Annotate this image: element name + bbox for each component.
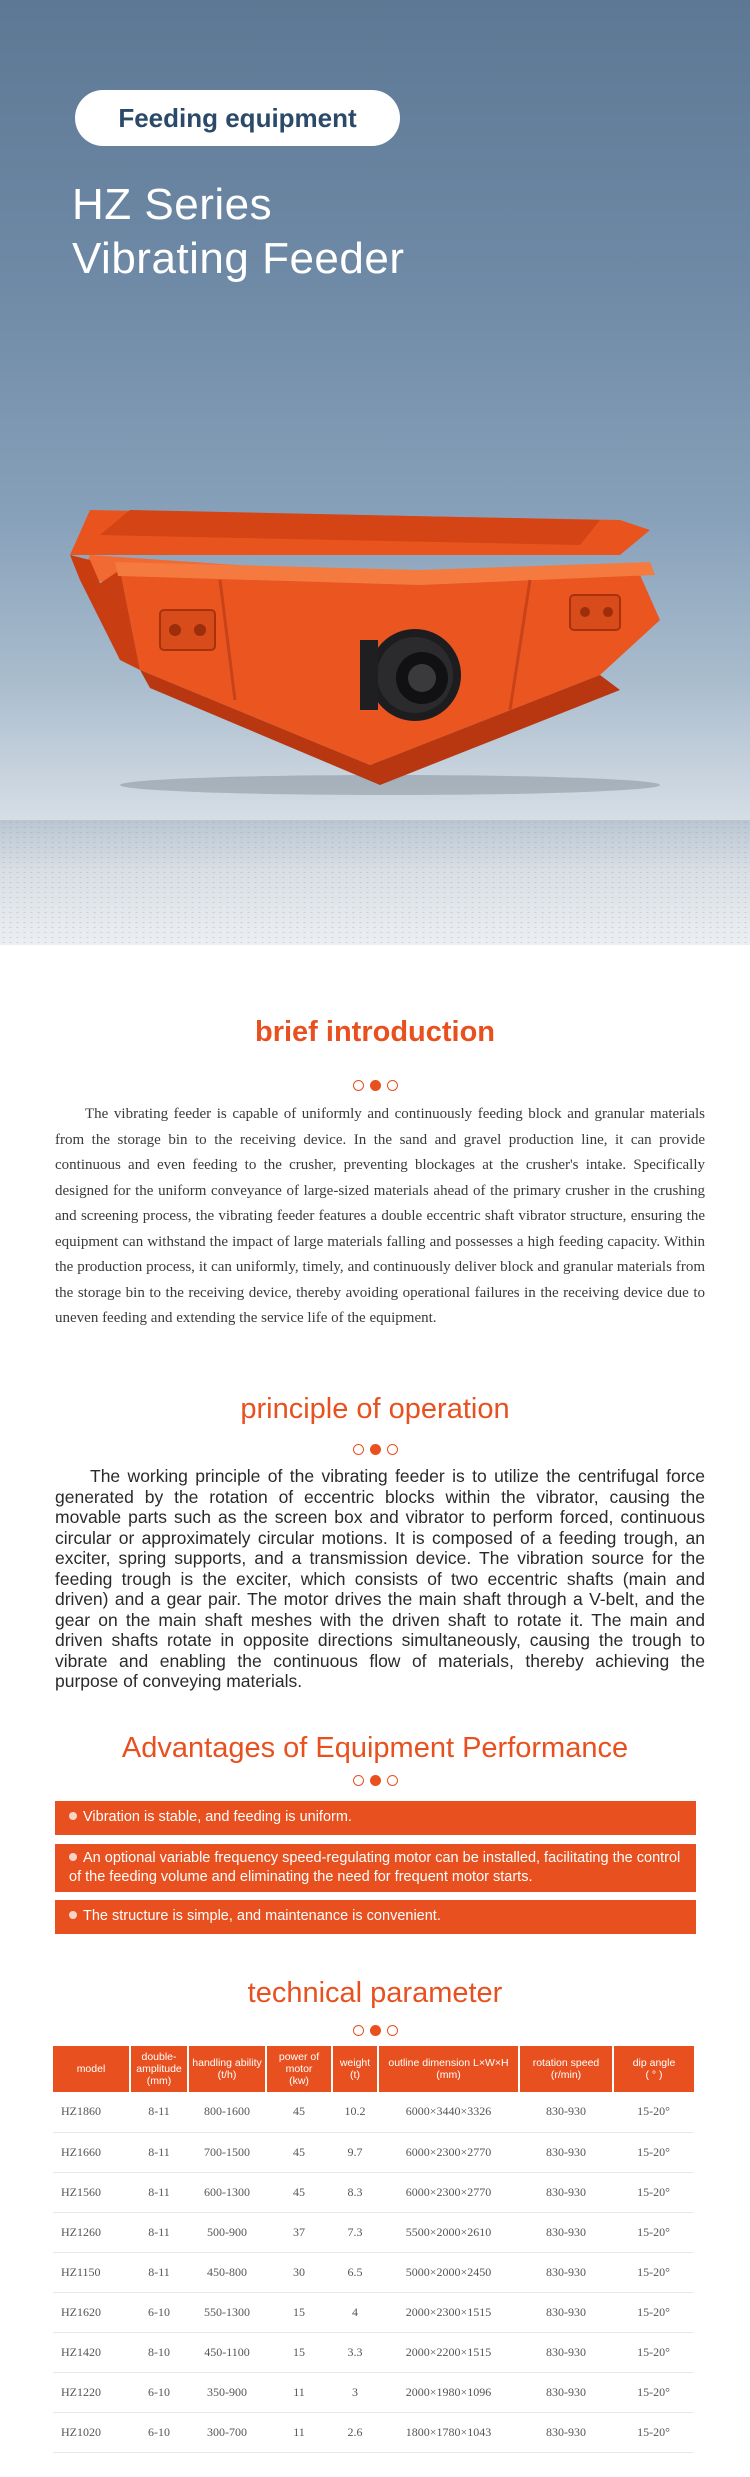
table-cell: 7.3: [332, 2212, 378, 2252]
category-badge: Feeding equipment: [75, 90, 400, 146]
table-cell: 15-20°: [613, 2412, 694, 2452]
header-rotation-speed: rotation speed (r/min): [519, 2046, 613, 2092]
table-cell: 8-11: [130, 2252, 188, 2292]
table-cell: 6000×2300×2770: [378, 2172, 519, 2212]
product-title: [72, 178, 405, 286]
table-cell: 6-10: [130, 2372, 188, 2412]
table-cell: 5500×2000×2610: [378, 2212, 519, 2252]
table-cell: 15-20°: [613, 2172, 694, 2212]
table-cell: 500-900: [188, 2212, 266, 2252]
table-cell: 8-10: [130, 2332, 188, 2372]
table-cell: 30: [266, 2252, 332, 2292]
table-cell: 8-11: [130, 2172, 188, 2212]
table-cell: HZ1150: [53, 2252, 130, 2292]
table-cell: 45: [266, 2092, 332, 2132]
table-cell: 45: [266, 2172, 332, 2212]
technical-parameter-title: technical parameter: [247, 1977, 503, 2009]
advantage-item: Vibration is stable, and feeding is uniform.: [55, 1801, 696, 1835]
table-cell: HZ1620: [53, 2292, 130, 2332]
table-cell: 2000×1980×1096: [378, 2372, 519, 2412]
table-row: [53, 2372, 694, 2412]
table-cell: 700-1500: [188, 2132, 266, 2172]
advantages-title: Advantages of Equipment Performance: [121, 1732, 629, 1764]
table-row: [53, 2172, 694, 2212]
table-cell: 830-930: [519, 2332, 613, 2372]
advantage-item: An optional variable frequency speed-regulating motor can be installed, facilitating the control of the feeding volume and eliminating the need for frequent motor starts.: [55, 1844, 696, 1892]
table-row: [53, 2412, 694, 2452]
hero-floor: [0, 820, 750, 945]
section-divider-dots: [0, 1080, 750, 1092]
table-cell: 8.3: [332, 2172, 378, 2212]
hero-banner: [0, 0, 750, 945]
table-cell: HZ1860: [53, 2092, 130, 2132]
bullet-icon: [69, 1911, 77, 1919]
table-cell: 830-930: [519, 2212, 613, 2252]
table-cell: 5000×2000×2450: [378, 2252, 519, 2292]
table-cell: 2.6: [332, 2412, 378, 2452]
table-row: [53, 2212, 694, 2252]
brief-introduction-text: The vibrating feeder is capable of uniformly and continuously feeding block and granular materials from the storage bin to the receiving device. In the sand and gravel production line, it can provide continuous and even feeding to the crusher, preventing blockages at the crusher's intake. Specifically designed for the uniform conveyance of large-sized materials ahead of the primary crusher in the crushing and screening process, the vibrating feeder features a double eccentric shaft vibrator structure, ensuring the equipment can withstand the impact of large materials falling and possesses a high feeding capacity. Within the production process, it can uniformly, timely, and continuously deliver block and granular materials from the storage bin to the receiving device, thereby avoiding operational failures in the receiving device due to uneven feeding and extending the service life of the equipment.: [55, 1106, 705, 1326]
table-cell: 15-20°: [613, 2292, 694, 2332]
table-cell: 3: [332, 2372, 378, 2412]
table-cell: 830-930: [519, 2172, 613, 2212]
table-cell: 300-700: [188, 2412, 266, 2452]
table-cell: 830-930: [519, 2372, 613, 2412]
table-cell: HZ1660: [53, 2132, 130, 2172]
section-divider-dots: [0, 1444, 750, 1456]
technical-parameter-table: [53, 2046, 694, 2453]
table-cell: 600-1300: [188, 2172, 266, 2212]
header-dip-angle: dip angle ( ° ): [613, 2046, 694, 2092]
table-cell: 2000×2300×1515: [378, 2292, 519, 2332]
header-weight: weight (t): [332, 2046, 378, 2092]
bullet-icon: [69, 1812, 77, 1820]
table-row: [53, 2252, 694, 2292]
table-cell: 8-11: [130, 2132, 188, 2172]
table-cell: 2000×2200×1515: [378, 2332, 519, 2372]
table-cell: 450-1100: [188, 2332, 266, 2372]
table-cell: 450-800: [188, 2252, 266, 2292]
vibrating-feeder-image: [60, 500, 680, 800]
principle-text: The working principle of the vibrating feeder is to utilize the centrifugal force generated by the rotation of eccentric blocks within the vibrator, causing the movable parts such as the screen box and vibrator to perform forced, continuous circular or approximately circular motions. It is composed of a feeding trough, an exciter, spring supports, and a transmission device. The vibration source for the feeding trough is the exciter, which consists of two eccentric shafts (main and driven) and a gear pair. The motor drives the main shaft through a V-belt, and the gear on the main shaft meshes with the driven shaft to rotate it. The main and driven shafts rotate in opposite directions simultaneously, causing the trough to vibrate and enabling the continuous flow of materials, thereby achieving the purpose of conveying materials.: [55, 1466, 705, 1691]
table-cell: 830-930: [519, 2252, 613, 2292]
principle-title: principle of operation: [240, 1393, 510, 1425]
table-cell: 6-10: [130, 2292, 188, 2332]
table-cell: 15-20°: [613, 2092, 694, 2132]
table-cell: 6000×2300×2770: [378, 2132, 519, 2172]
table-cell: HZ1260: [53, 2212, 130, 2252]
section-divider-dots: [0, 1775, 750, 1787]
table-cell: 15-20°: [613, 2132, 694, 2172]
bullet-icon: [69, 1853, 77, 1861]
table-cell: 9.7: [332, 2132, 378, 2172]
table-cell: 10.2: [332, 2092, 378, 2132]
header-power-of-motor: power of motor (kw): [266, 2046, 332, 2092]
table-row: [53, 2292, 694, 2332]
table-header-row: [53, 2046, 694, 2092]
table-cell: 15: [266, 2332, 332, 2372]
product-title-line2: Vibrating Feeder: [72, 234, 405, 283]
table-cell: 8-11: [130, 2212, 188, 2252]
table-cell: 15: [266, 2292, 332, 2332]
table-cell: 830-930: [519, 2412, 613, 2452]
table-cell: 350-900: [188, 2372, 266, 2412]
table-cell: 8-11: [130, 2092, 188, 2132]
table-cell: 830-930: [519, 2092, 613, 2132]
table-cell: 15-20°: [613, 2332, 694, 2372]
table-cell: 830-930: [519, 2132, 613, 2172]
table-cell: 11: [266, 2372, 332, 2412]
table-cell: HZ1020: [53, 2412, 130, 2452]
brief-introduction-title: brief introduction: [254, 1016, 496, 1048]
table-cell: 6-10: [130, 2412, 188, 2452]
header-model: model: [53, 2046, 130, 2092]
section-divider-dots: [0, 2025, 750, 2037]
table-cell: HZ1420: [53, 2332, 130, 2372]
table-cell: 37: [266, 2212, 332, 2252]
table-cell: 15-20°: [613, 2212, 694, 2252]
header-handling-ability: handling ability (t/h): [188, 2046, 266, 2092]
advantage-item: The structure is simple, and maintenance is convenient.: [55, 1900, 696, 1934]
table-cell: 45: [266, 2132, 332, 2172]
table-row: [53, 2332, 694, 2372]
table-cell: 11: [266, 2412, 332, 2452]
table-row: [53, 2092, 694, 2132]
table-cell: 1800×1780×1043: [378, 2412, 519, 2452]
table-cell: 550-1300: [188, 2292, 266, 2332]
table-row: [53, 2132, 694, 2172]
product-title-line1: HZ Series: [72, 180, 273, 229]
table-cell: 800-1600: [188, 2092, 266, 2132]
table-cell: 3.3: [332, 2332, 378, 2372]
table-cell: 6000×3440×3326: [378, 2092, 519, 2132]
table-cell: HZ1220: [53, 2372, 130, 2412]
header-double-amplitude: double-amplitude (mm): [130, 2046, 188, 2092]
table-cell: HZ1560: [53, 2172, 130, 2212]
table-cell: 15-20°: [613, 2372, 694, 2412]
table-cell: 15-20°: [613, 2252, 694, 2292]
header-outline-dimension: outline dimension L×W×H (mm): [378, 2046, 519, 2092]
table-cell: 4: [332, 2292, 378, 2332]
table-cell: 830-930: [519, 2292, 613, 2332]
table-cell: 6.5: [332, 2252, 378, 2292]
